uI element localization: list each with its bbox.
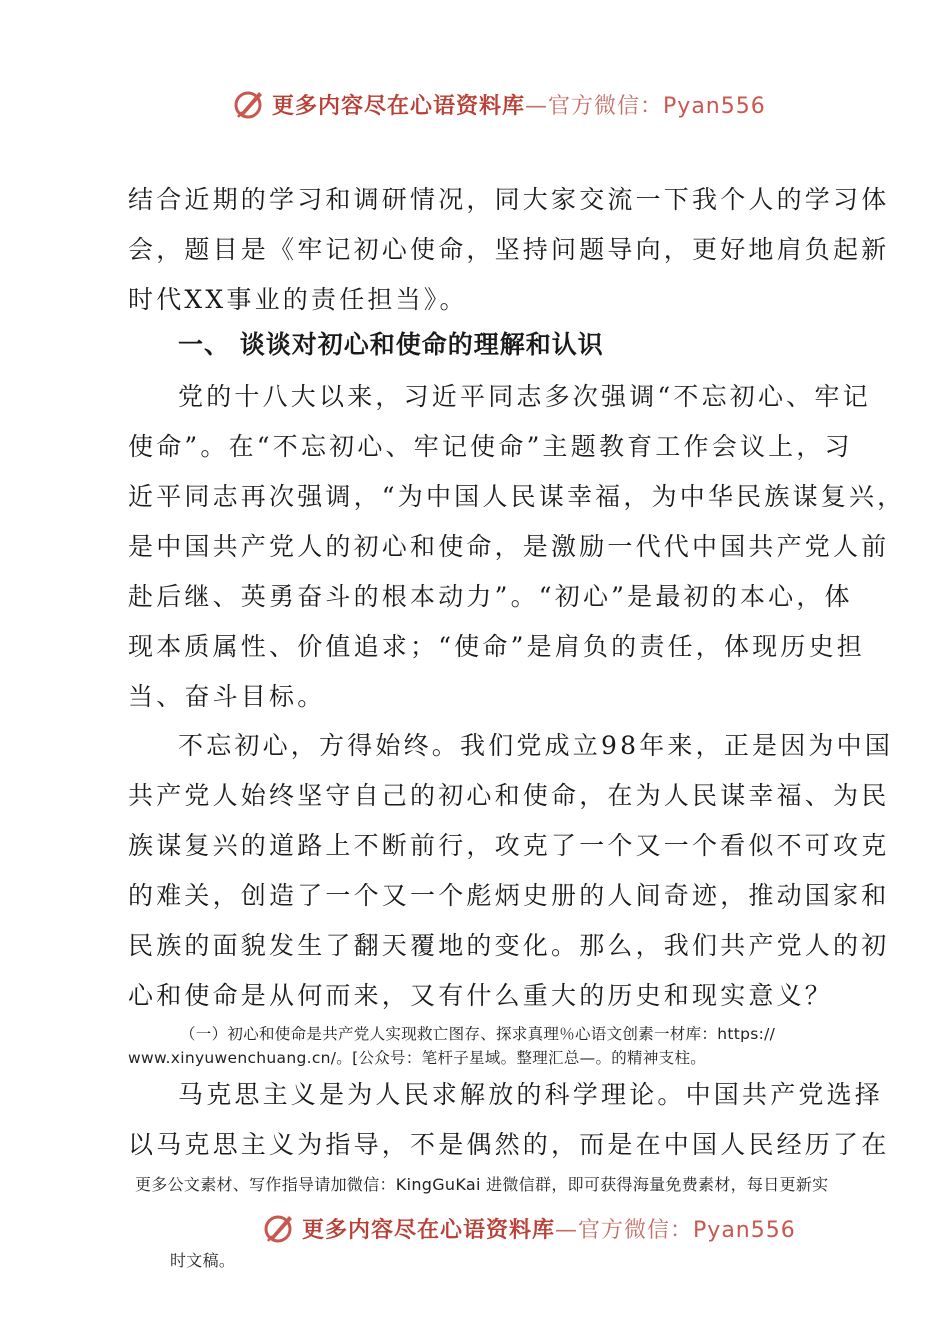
watermark-official: —官方微信： [525,93,664,119]
paragraph-line: 心和使命是从何而来，又有什么重大的历史和现实意义？ [128,981,834,1010]
paragraph-history [128,721,894,1021]
paragraph-line: 族谋复兴的道路上不断前行，攻克了一个又一个看似不可攻克 [128,831,890,860]
paragraph-line: 共产党人始终坚守自己的初心和使命，在为人民谋幸福、为民 [128,781,890,810]
paragraph-line: 当、奋斗目标。 [128,682,326,711]
subheading-line-2: www.xinyuwenchuang.cn/。[公众号：笔杆子星域。整理汇总—。的精神支柱。 [128,1049,707,1067]
watermark-text [272,89,766,120]
watermark-library: 更多内容尽在心语资料库 [302,1217,556,1243]
paragraph-line: 马克思主义是为人民求解放的科学理论。中国共产党选择 [178,1080,884,1109]
footer-promo-tail: 时文稿。 [170,1251,236,1270]
paragraph-line: 时代XX事业的责任担当》。 [128,285,468,314]
watermark-wechat-id: Pyan556 [693,1217,796,1243]
section-heading: 一、 谈谈对初心和使命的理解和认识 [178,330,604,359]
watermark-wechat-id: Pyan556 [663,93,766,119]
paragraph-line: 党的十八大以来，习近平同志多次强调“不忘初心、牢记 [178,382,871,411]
paragraph-marxism [128,1070,890,1170]
paragraph-line: 使命”。在“不忘初心、牢记使命”主题教育工作会议上，习 [128,432,853,461]
paragraph-line: 是中国共产党人的初心和使命，是激励一代代中国共产党人前 [128,532,890,561]
watermark-banner-bottom [262,1210,796,1246]
paragraph-intro [128,175,890,325]
paragraph-line: 近平同志再次强调，“为中国人民谋幸福，为中华民族谋复兴， [128,482,906,511]
quill-logo-icon [232,87,266,121]
paragraph-line: 以马克思主义为指导，不是偶然的，而是在中国人民经历了在 [128,1130,890,1159]
subheading-line-1: （一）初心和使命是共产党人实现救亡图存、探求真理％心语文创素一材库：https:// [180,1025,776,1043]
quill-logo-icon [262,1211,296,1245]
paragraph-mission [128,372,906,722]
watermark-text [302,1213,796,1244]
footer-promo-line: 更多公文素材、写作指导请加微信：KingGuKai 进微信群，即可获得海量免费素材，每日更新实 [135,1175,829,1194]
paragraph-line: 民族的面貌发生了翻天覆地的变化。那么，我们共产党人的初 [128,931,890,960]
paragraph-line: 会，题目是《牢记初心使命，坚持问题导向，更好地肩负起新 [128,235,890,264]
watermark-library: 更多内容尽在心语资料库 [272,93,526,119]
watermark-official: —官方微信： [555,1217,694,1243]
paragraph-line: 现本质属性、价值追求；“使命”是肩负的责任，体现历史担 [128,632,865,661]
paragraph-line: 的难关，创造了一个又一个彪炳史册的人间奇迹，推动国家和 [128,881,890,910]
paragraph-line: 不忘初心，方得始终。我们党成立98年来，正是因为中国 [178,731,894,760]
paragraph-line: 赴后继、英勇奋斗的根本动力”。“初心”是最初的本心，体 [128,582,853,611]
watermark-banner-top [232,86,766,122]
paragraph-line: 结合近期的学习和调研情况，同大家交流一下我个人的学习体 [128,185,890,214]
